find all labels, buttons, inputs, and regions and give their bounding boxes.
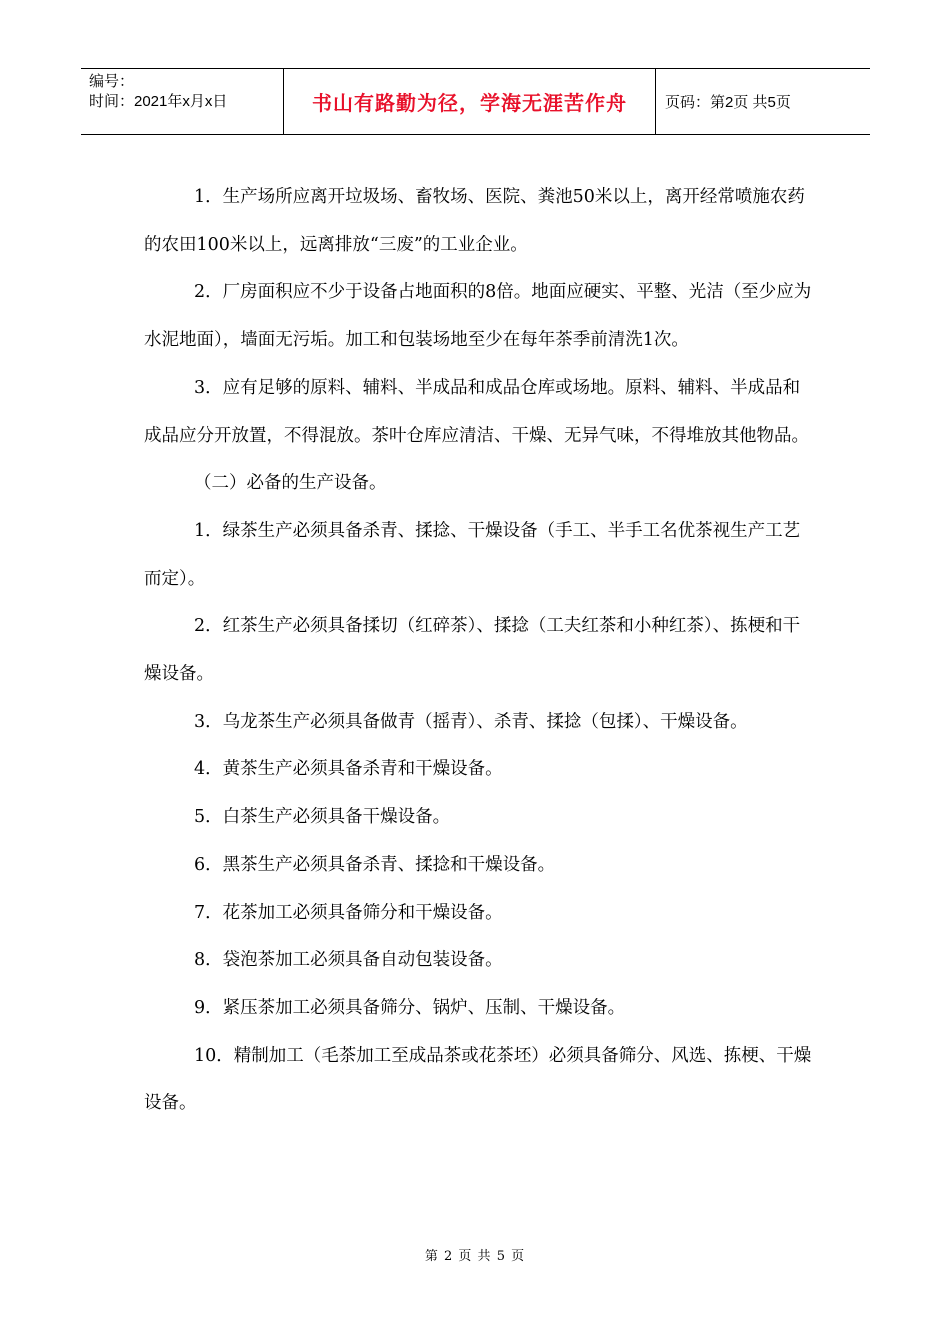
paragraph: 4．黄茶生产必须具备杀青和干燥设备。 — [194, 759, 503, 780]
paragraph: 7．花茶加工必须具备筛分和干燥设备。 — [194, 902, 503, 923]
page-header — [81, 68, 870, 135]
header-motto-cell — [283, 69, 656, 134]
document-time-label: 时间：2021年x月x日 — [89, 93, 228, 110]
paragraph: 2．厂房面积应不少于设备占地面积的8倍。地面应硬实、平整、光洁（至少应为水泥地面），墙面无污垢。加工和包装场地至少在每年茶季前清洗1次。 — [144, 282, 812, 351]
paragraph: 10．精制加工（毛茶加工至成品茶或花茶坯）必须具备筛分、风选、拣梗、干燥设备。 — [144, 1045, 812, 1114]
document-number-label: 编号： — [89, 73, 135, 90]
paragraph: 9．紧压茶加工必须具备筛分、锅炉、压制、干燥设备。 — [194, 997, 626, 1018]
document-body — [144, 174, 812, 1128]
header-page-info: 页码：第2页 共5页 — [665, 94, 791, 111]
header-page-info-cell — [656, 69, 870, 134]
header-meta — [81, 69, 283, 134]
paragraph: 1．生产场所应离开垃圾场、畜牧场、医院、粪池50米以上，离开经常喷施农药的农田100米以上，远离排放“三废”的工业企业。 — [144, 187, 805, 255]
paragraph: 3．应有足够的原料、辅料、半成品和成品仓库或场地。原料、辅料、半成品和成品应分开放置，不得混放。茶叶仓库应清洁、干燥、无异气味，不得堆放其他物品。 — [144, 377, 809, 446]
header-motto: 书山有路勤为径，学海无涯苦作舟 — [312, 91, 627, 115]
paragraph: 6．黑茶生产必须具备杀青、揉捻和干燥设备。 — [194, 854, 556, 875]
paragraph: 2．红茶生产必须具备揉切（红碎茶）、揉捻（工夫红茶和小种红茶）、拣梗和干燥设备。 — [144, 616, 801, 685]
paragraph: 5．白茶生产必须具备干燥设备。 — [194, 807, 451, 828]
page-footer: 第 2 页 共 5 页 — [424, 1249, 526, 1264]
paragraph: 3．乌龙茶生产必须具备做青（摇青）、杀青、揉捻（包揉）、干燥设备。 — [194, 711, 748, 732]
paragraph: 1．绿茶生产必须具备杀青、揉捻、干燥设备（手工、半手工名优茶视生产工艺而定）。 — [144, 520, 801, 589]
section-heading: （二）必备的生产设备。 — [194, 473, 387, 494]
paragraph: 8．袋泡茶加工必须具备自动包装设备。 — [194, 950, 503, 971]
